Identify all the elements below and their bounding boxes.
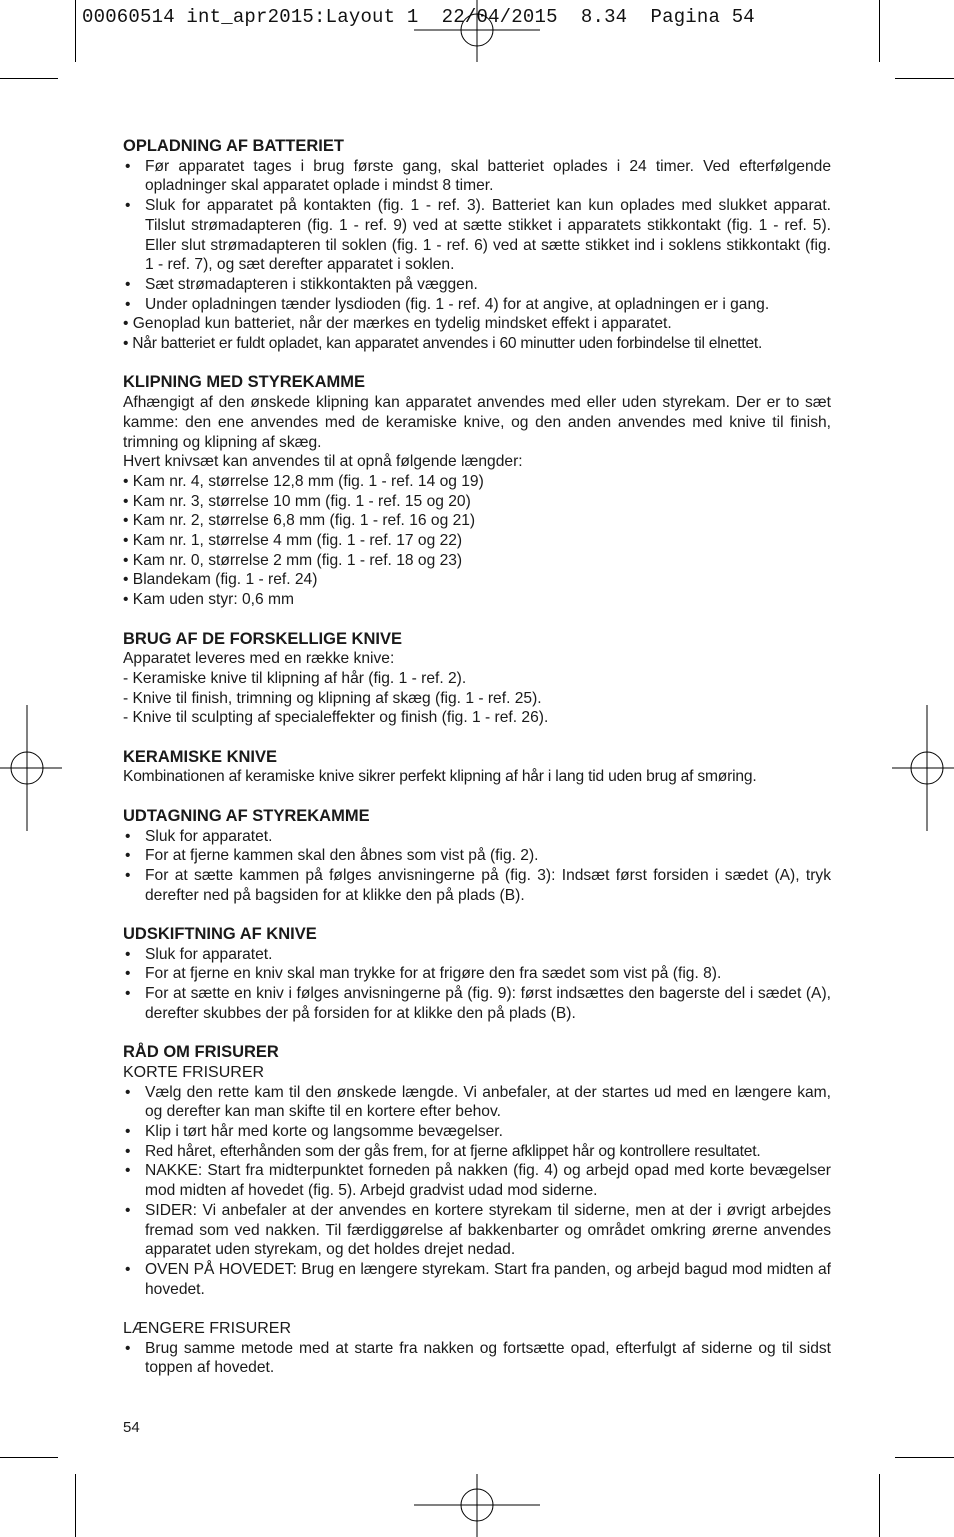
registration-mark-left [0,705,62,831]
list-item: - Knive til sculpting af specialeffekter og finish (fig. 1 - ref. 26). [123,709,549,727]
printer-slug-line: 00060514 int_apr2015:Layout 1 22/04/2015 8.34 Pagina 54 [82,6,755,28]
list-item: • Genoplad kun batteriet, når der mærkes en tydelig mindsket effekt i apparatet. [123,314,831,334]
bullet-list [123,945,831,1024]
list-item: • Blandekam (fig. 1 - ref. 24) [123,570,831,590]
list-item: • Sluk for apparatet. [123,945,831,965]
section-guide-comb [123,373,831,609]
section-title: UDTAGNING AF STYREKAMME [123,806,370,825]
crop-mark-bottom-right-v [879,1474,880,1537]
bullet-list-compact [123,472,831,610]
paragraph: Afhængigt af den ønskede klipning kan apparatet anvendes med eller uden styrekam. Der er to sæt kamme: den ene anvendes med de keramiske knive, og den anden anvendes med knive til finish, trimning og klipning af skæg. [123,394,831,451]
paragraph: Kombinationen af keramiske knive sikrer perfekt klipning af hår i lang tid uden brug af smøring. [123,768,757,786]
section-title: OPLADNING AF BATTERIET [123,137,344,155]
list-item: • Kam nr. 3, størrelse 10 mm (fig. 1 - ref. 15 og 20) [123,492,831,512]
paragraph: Hvert knivsæt kan anvendes til at opnå følgende længder: [123,453,523,471]
list-item: • Brug samme metode med at starte fra nakken og fortsætte opad, efterfulgt af siderne og til sidst toppen af hovedet. [123,1339,831,1378]
list-item: • For at fjerne en kniv skal man trykke for at frigøre den fra sædet som vist på (fig. 8). [123,964,831,984]
dash-list [123,669,831,728]
crop-mark-bottom-left-h [0,1457,58,1458]
section-blades [123,630,831,729]
list-item: • Sæt strømadapteren i stikkontakten på væggen. [123,275,831,295]
list-item: • Kam nr. 4, størrelse 12,8 mm (fig. 1 - ref. 14 og 19) [123,472,831,492]
list-item: • Sluk for apparatet på kontakten (fig. 1 - ref. 3). Batteriet kan kun oplades med slukket apparat. Tilslut strømadapteren (fig. 1 - ref. 9) ved at sætte stikket i apparatets stikkontakt (fig. 1 - ref. 5). Eller slut strømadapteren til soklen (fig. 1 - ref. 6) ved at sætte stikket ind i soklens stikkontakt (fig. 1 - ref. 7), og sæt derefter apparatet i soklen. [123,196,831,275]
registration-mark-bottom [414,1474,540,1537]
bullet-list [123,1339,831,1378]
crop-mark-bottom-left-v [75,1474,76,1537]
list-item: • SIDER: Vi anbefaler at der anvendes en kortere styrekam til siderne, men at der i øvrigt arbejdes fremad som ved nakken. Til færdiggørelse af bakkenbarter og området omkring ørerne anvendes apparatet uden styrekam, og det holdes drejet nedad. [123,1201,831,1260]
section-ceramic-blades [123,748,831,787]
list-item: • Kam nr. 1, størrelse 4 mm (fig. 1 - ref. 17 og 22) [123,531,831,551]
list-item: • Kam nr. 2, størrelse 6,8 mm (fig. 1 - ref. 16 og 21) [123,511,831,531]
section-replace-blades [123,925,831,1024]
list-item: - Knive til finish, trimning og klipning af skæg (fig. 1 - ref. 25). [123,689,542,707]
list-item: • Når batteriet er fuldt opladet, kan apparatet anvendes i 60 minutter uden forbindelse til elnettet. [123,334,831,354]
bullet-list [123,1083,831,1300]
subsection-title: KORTE FRISURER [123,1063,265,1081]
list-item: • For at sætte kammen på følges anvisningerne på (fig. 3): Indsæt først forsiden i sædet (A), tryk derefter ned på bagsiden for at klikke den på plads (B). [123,866,831,905]
list-item: • Kam nr. 0, størrelse 2 mm (fig. 1 - ref. 18 og 23) [123,551,831,571]
section-charging [123,137,831,354]
crop-mark-top-right-v [879,0,880,62]
list-item: • Sluk for apparatet. [123,827,831,847]
list-item: • Under opladningen tænder lysdioden (fig. 1 - ref. 4) for at angive, at opladningen er i gang. [123,295,831,315]
section-title: KERAMISKE KNIVE [123,747,278,766]
section-title: RÅD OM FRISURER [123,1043,279,1062]
list-item: • For at fjerne kammen skal den åbnes som vist på (fig. 2). [123,846,831,866]
paragraph: Apparatet leveres med en række knive: [123,650,395,668]
section-styling-tips [123,1043,831,1299]
list-item: • Vælg den rette kam til den ønskede længde. Vi anbefaler, at der startes ud med en længere kam, og derefter kan man skifte til en kortere efter behov. [123,1083,831,1122]
section-remove-comb [123,807,831,906]
section-title: BRUG AF DE FORSKELLIGE KNIVE [123,629,402,648]
list-item: • Red håret, efterhånden som der gås frem, for at fjerne afklippet hår og kontrollere resultatet. [123,1142,831,1162]
section-title: KLIPNING MED STYREKAMME [123,373,366,392]
section-long-styles [123,1319,831,1378]
manual-page-content [123,137,831,1378]
crop-mark-top-left-v [75,0,76,62]
registration-mark-right [892,705,954,831]
list-item: • For at sætte en kniv i følges anvisningerne på (fig. 9): først indsættes den bagerste del i sædet (A), derefter skubbes der på forsiden for at klikke den på plads (B). [123,984,831,1023]
list-item: • Før apparatet tages i brug første gang, skal batteriet oplades i 24 timer. Ved efterfølgende opladninger skal apparatet oplade i mindst 8 timer. [123,157,831,196]
registration-mark-top [414,0,540,62]
list-item: - Keramiske knive til klipning af hår (fig. 1 - ref. 2). [123,669,467,687]
list-item: • OVEN PÅ HOVEDET: Brug en længere styrekam. Start fra panden, og arbejd bagud mod midten af hovedet. [123,1260,831,1299]
bullet-list-compact [123,314,831,353]
list-item: • Klip i tørt hår med korte og langsomme bevægelser. [123,1122,831,1142]
section-title: UDSKIFTNING AF KNIVE [123,925,317,944]
bullet-list [123,157,831,315]
bullet-list [123,827,831,906]
page-number: 54 [123,1419,140,1436]
crop-mark-top-left-h [0,78,58,79]
list-item: • NAKKE: Start fra midterpunktet forneden på nakken (fig. 4) og arbejd opad med korte bevægelser mod midten af hovedet (fig. 5). Arbejd gradvist udad mod siderne. [123,1161,831,1200]
subsection-title: LÆNGERE FRISURER [123,1320,292,1338]
crop-mark-top-right-h [895,78,954,79]
list-item: • Kam uden styr: 0,6 mm [123,590,831,610]
crop-mark-bottom-right-h [895,1457,954,1458]
